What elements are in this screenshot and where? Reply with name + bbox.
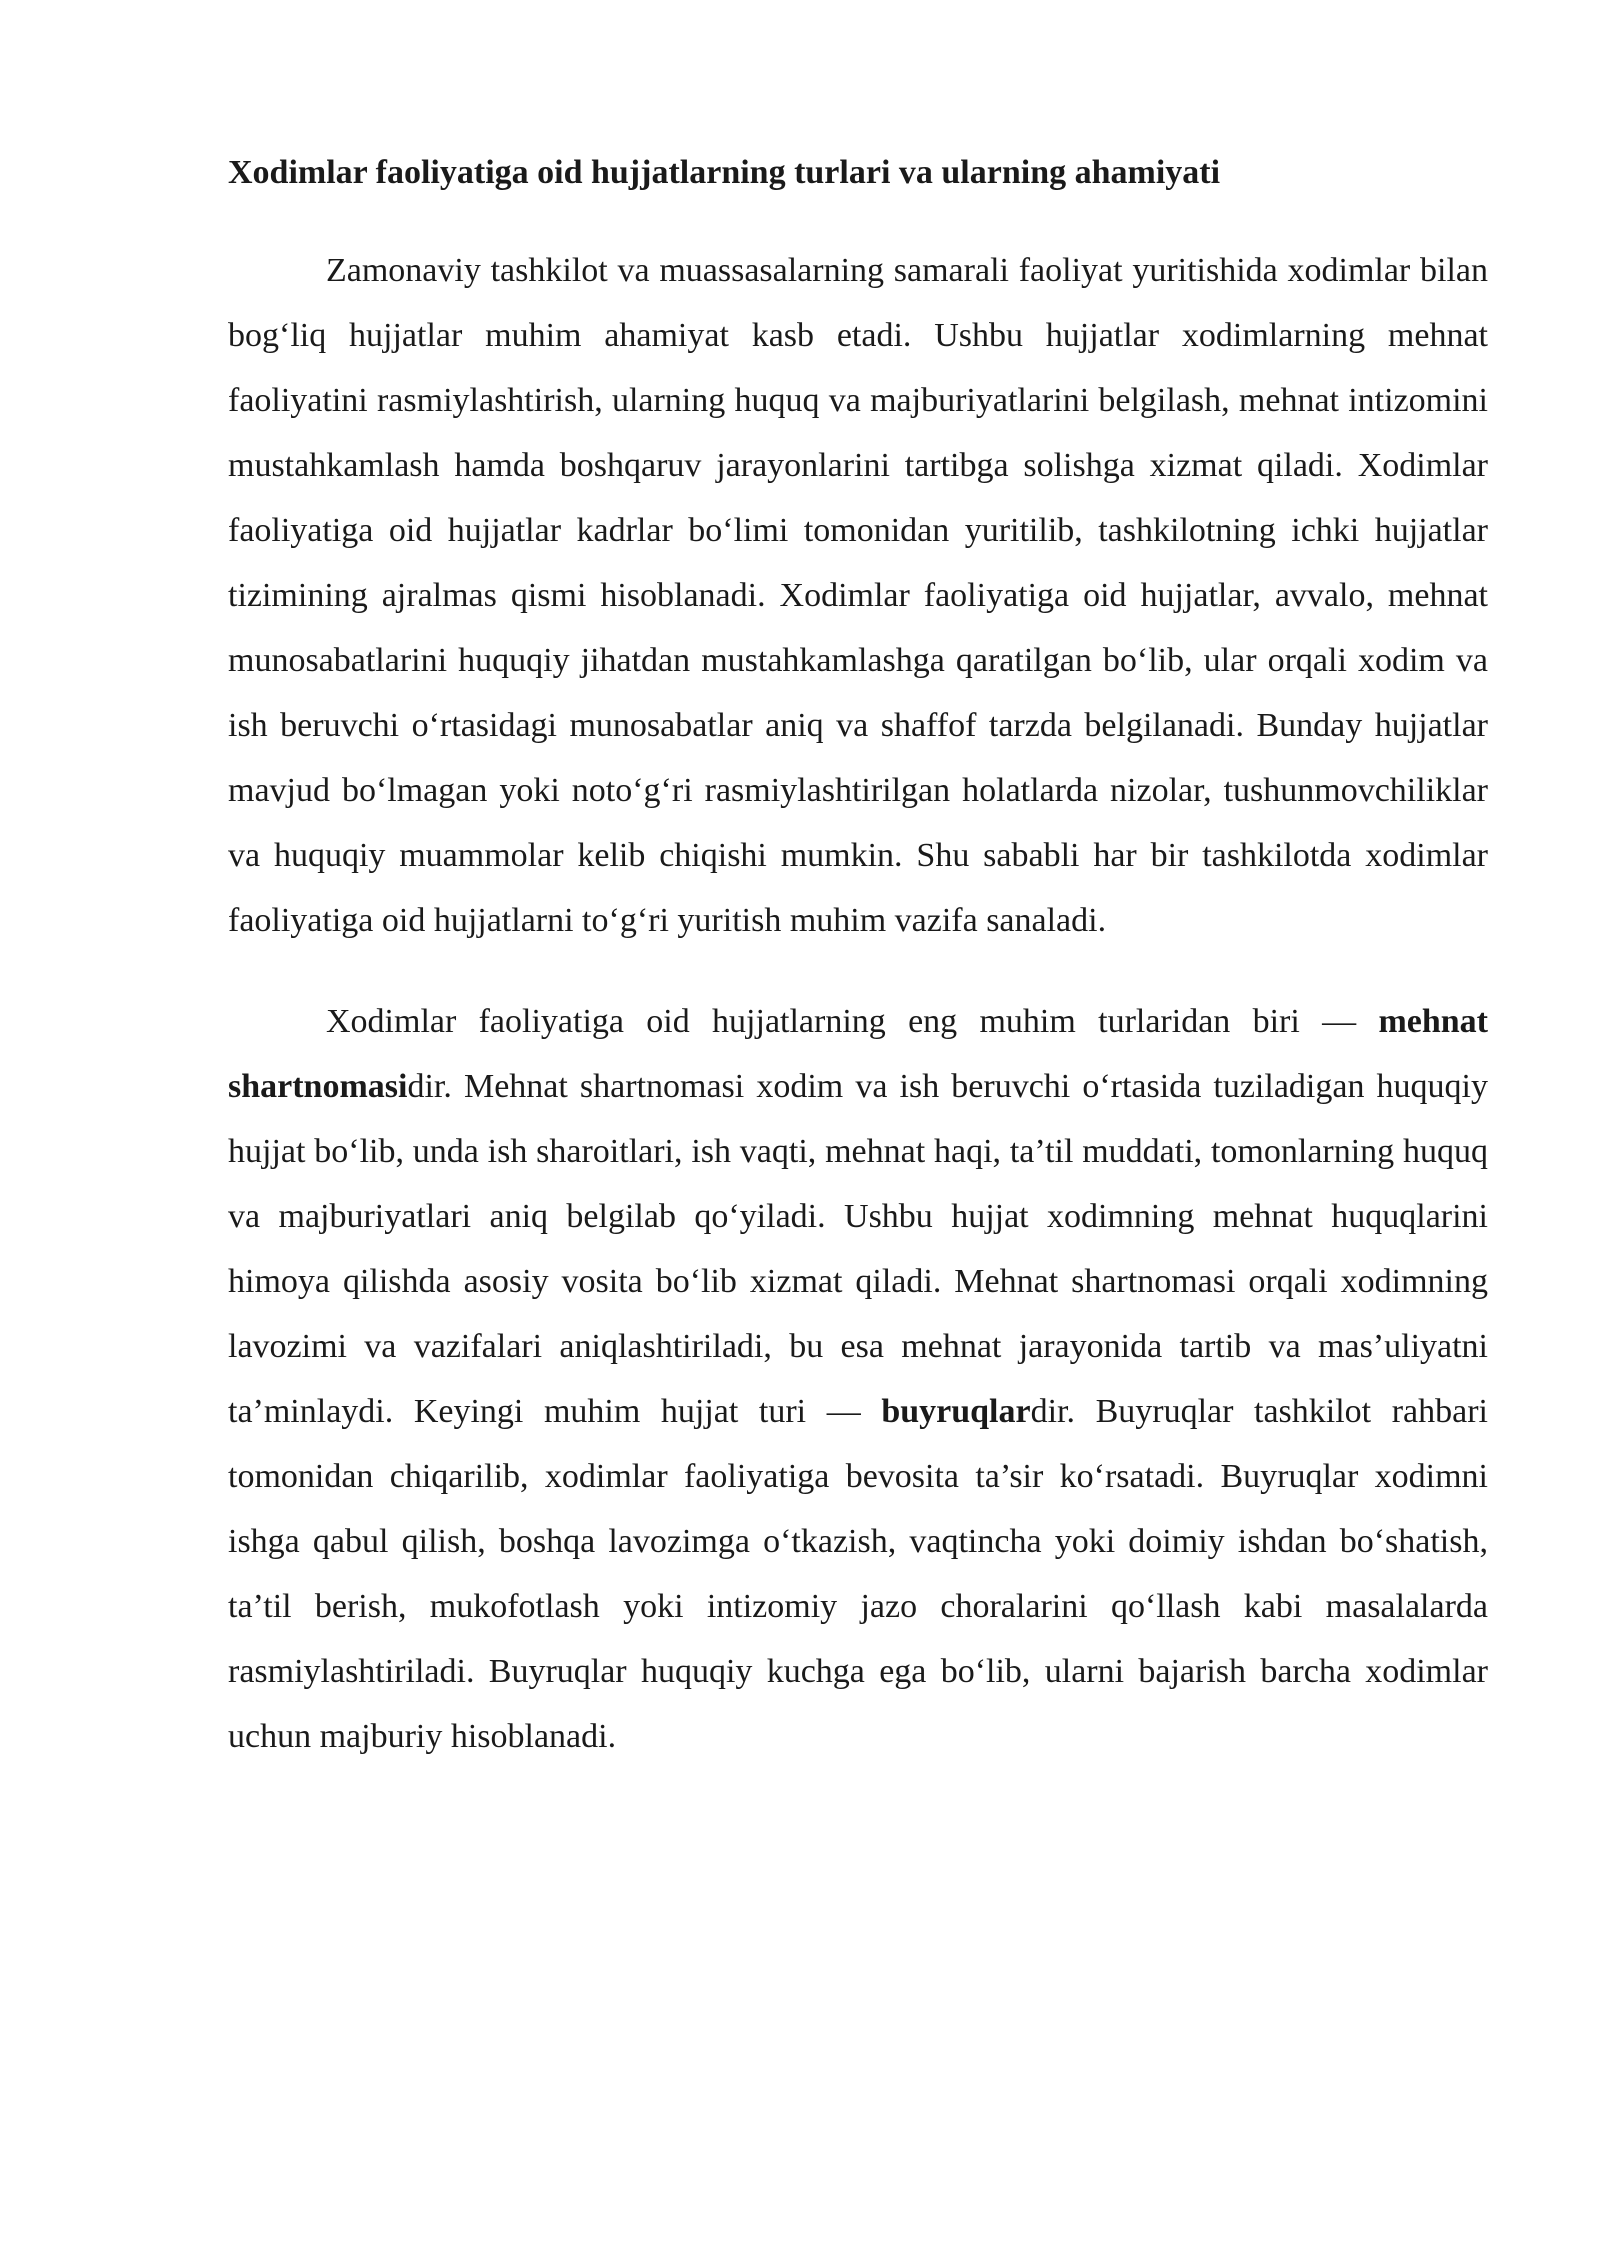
paragraph-1: Zamonaviy tashkilot va muassasalarning samarali faoliyat yuritishida xodimlar bilan bog‘liq hujjatlar muhim ahamiyat kasb etadi. Ushbu hujjatlar xodimlarning mehnat faoliyatini rasmiylashtirish, ularning huquq va majburiyatlarini belgilash, mehnat intizomini mustahkamlash hamda boshqaruv jarayonlarini tartibga solishga xizmat qiladi. Xodimlar faoliyatiga oid hujjatlar kadrlar bo‘limi tomonidan yuritilib, tashkilotning ichki hujjatlar tizimining ajralmas qismi hisoblanadi. Xodimlar faoliyatiga oid hujjatlar, avvalo, mehnat munosabatlarini huquqiy jihatdan mustahkamlashga qaratilgan bo‘lib, ular orqali xodim va ish beruvchi o‘rtasidagi munosabatlar aniq va shaffof tarzda belgilanadi. Bunday hujjatlar mavjud bo‘lmagan yoki noto‘g‘ri rasmiylashtirilgan holatlarda nizolar, tushunmovchiliklar va huquqiy muammolar kelib chiqishi mumkin. Shu sababli har bir tashkilotda xodimlar faoliyatiga oid hujjatlarni to‘g‘ri yuritish muhim vazifa sanaladi. [228,252,1488,939]
bold-term-mehnat-shartnomasi: mehnat shartnomasi [228,1003,1488,1105]
document-page [228,146,1488,1805]
paragraph-2-text-c: dir. Buyruqlar tashkilot rahbari tomonidan chiqarilib, xodimlar faoliyatiga bevosita ta’sir ko‘rsatadi. Buyruqlar xodimni ishga qabul qilish, boshqa lavozimga o‘tkazish, vaqtincha yoki doimiy ishdan bo‘shatish, ta’til berish, mukofotlash yoki intizomiy jazo choralarini qo‘llash kabi masalalarda rasmiylashtiriladi. Buyruqlar huquqiy kuchga ega bo‘lib, ularni bajarish barcha xodimlar uchun majburiy hisoblanadi. [228,1393,1488,1755]
paragraph-2-text-a: Xodimlar faoliyatiga oid hujjatlarning eng muhim turlaridan biri — [326,1003,1379,1040]
paragraph-2-text-b: dir. Mehnat shartnomasi xodim va ish beruvchi o‘rtasida tuziladigan huquqiy hujjat bo‘lib, unda ish sharoitlari, ish vaqti, mehnat haqi, ta’til muddati, tomonlarning huquq va majburiyatlari aniq belgilab qo‘yiladi. Ushbu hujjat xodimning mehnat huquqlarini himoya qilishda asosiy vosita bo‘lib xizmat qiladi. Mehnat shartnomasi orqali xodimning lavozimi va vazifalari aniqlashtiriladi, bu esa mehnat jarayonida tartib va mas’uliyatni ta’minlaydi. Keyingi muhim hujjat turi — [228,1068,1488,1430]
paragraph-2 [228,989,1488,1769]
bold-term-buyruqlar: buyruqlar [881,1393,1031,1430]
document-title: Xodimlar faoliyatiga oid hujjatlarning turlari va ularning ahamiyati [228,154,1221,191]
